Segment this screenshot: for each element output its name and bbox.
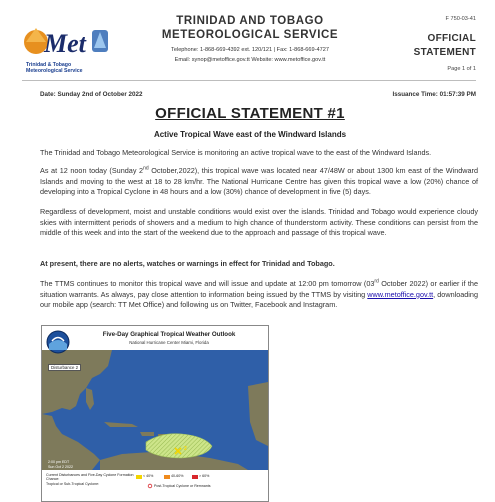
map-issue-date: Sun Oct 2 2022 [48,465,73,469]
issuance-time: Issuance Time: 01:57:39 PM [392,91,476,98]
post-tropical-symbol-icon [148,484,152,488]
paragraph-no-alerts: At present, there are no alerts, watches or warnings in effect for Trinidad and Tobago. [40,259,335,268]
legend-medium: 40-60% [171,474,184,478]
legend-swatch-medium [164,475,170,479]
organisation-name-line1: TRINIDAD AND TOBAGO [176,15,324,27]
legend-swatch-high [192,475,198,479]
hispaniola-land [140,432,154,436]
paragraph-conditions: Regardless of development, moist and unstable conditions would exist over the islands. Trinidad and Tobago would experience cloudy skies with intermittent periods of showers and a medium to high chance of thunderstorm activity. These conditions can persist from the middle of this week and into the start of the weekend due to the approach and passage of this tropical wave. [40,207,478,238]
paragraph-monitoring: The Trinidad and Tobago Meteorological Service is monitoring an active tropical wave to the east of the Windward Islands. [40,148,432,157]
metoffice-website-link[interactable]: www.metoffice.gov.tt [367,289,434,299]
legend-swatch-low [136,475,142,479]
map-title: Five-Day Graphical Tropical Weather Outlook [102,331,236,338]
logo-text-line1: Trinidad & Tobago [26,62,72,68]
map-issuing-centre: National Hurricane Center Miami, Florida [129,340,209,345]
map-issue-time: 2:00 pm EDT [48,460,70,464]
p2-text-a: As at 12 noon today (Sunday 2 [40,166,144,175]
legend-high: > 60% [199,474,210,478]
disturbance-marker-number: 2 [184,446,187,452]
paragraph-updates [40,279,478,311]
header-divider [22,80,476,81]
document-type-line1: OFFICIAL [427,33,476,44]
legend-post-tropical: Post-Tropical Cyclone or Remnants [154,484,211,488]
form-number: F 750-03-41 [445,16,476,22]
organisation-name-line2: METEOROLOGICAL SERVICE [161,29,339,41]
paragraph-location [40,166,478,198]
disturbance-label: Disturbance 2 [48,364,81,371]
statement-title: OFFICIAL STATEMENT #1 [155,105,345,122]
p2-text-b: October,2022), this tropical wave was located near 47/48W or about 1300 km east of the Windward Islands and moving to the west at 18 to 28 km/hr. The National Hurricane Centre has given this tropical wave a low (20%) chance of developing into a Tropical Cyclone in 48 hours and a low (30%) chance of development in five (5) days. [40,166,478,197]
statement-subtitle: Active Tropical Wave east of the Windward Islands [153,130,347,139]
tt-met-service-logo [22,18,118,64]
logo-text-line2: Meteorological Service [26,68,83,74]
svg-text:Met: Met [44,29,86,58]
noaa-logo [46,330,70,354]
document-type-line2: STATEMENT [413,47,476,58]
p5-text-b: October 2022) or earlier if the situation warrants. As always, pay close attention to information being issued by the TTMS by visiting [40,279,478,299]
legend-cyclone-heading: Tropical or Sub-Tropical Cyclone: [46,482,100,486]
statement-date: Date: Sunday 2nd of October 2022 [40,91,143,98]
p2-superscript: nd [143,165,149,172]
contact-phone-fax: Telephone: 1-868-669-4392 ext. 120/121 | Fax: 1-868-669-4727 [171,47,329,53]
contact-email-website: Email: synop@metoffice.gov.tt Website: www.metoffice.gov.tt [174,57,326,63]
p5-superscript: rd [374,278,379,285]
legend-low: < 40% [143,474,154,478]
p5-text-a: The TTMS continues to monitor this tropical wave and will issue and update at 12:00 pm tomorrow (03 [40,279,375,288]
tropical-weather-outlook-map [41,325,269,502]
p5-text-c: , downloading our mobile app (search: TT Met Office) and following us on Twitter, Facebook and Instagram. [40,289,478,310]
legend-heading: Current Disturbances and Five-Day Cyclone Formation Chance: [46,473,134,482]
page-count: Page 1 of 1 [447,66,476,72]
